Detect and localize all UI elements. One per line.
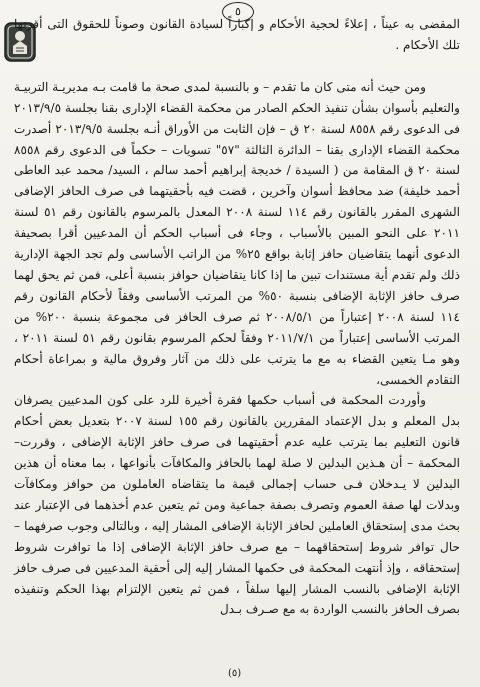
document-body bbox=[14, 14, 460, 620]
paragraph-3: وأوردت المحكمة فى أسباب حكمها فقرة أخيرة للرد على كون المدعيين يصرفان بدل المعلم و بدل الإعتماد المقررين بالقانون رقم ١٥٥ لسنة ٢٠٠٧ بتعديل بعض أحكام قانون التعليم بما يترتب عليه عدم أحقيتهما فى صرف حافز الإثابة الإضافى ، وقررت– المحكمة – أن هـذين البدلين لا صلة لهما بالحافز والمكافآت بأنواعها ، بما معناه أن هذين البدلين لا يـدخلان فـى حساب إجمالى قيمة ما يتقاضاه العاملون من حوافز ومكافآت وبدلات لها صفة العموم وتصرف بصفة جماعية ومن ثم يتعين عدم أخذهما فى الإعتبار عند بحث مدى إستحقاق العاملين لحافز الإثابة الإضافى المشار إليه ، وبالتالى وجوب صرفهما – حال توافر شروط إستحقاقهما – مع صرف حافز الإثابة الإضافى إذا ما توافرت شروط إستحقاقه ، وإذ أنتهت المحكمة فى حكمها المشار إليه إلى أحقية المدعيين فى صرف حافز الإثابة الإضافى بالنسب المشار إليها سلفاً ، فمن ثم يتعين الإلتزام بهذا الحكم وتنفيذه بصرف الحافز بالنسب الواردة به مع صـرف بـدل bbox=[14, 393, 460, 617]
paragraph-1: المقضى به عيناً ، إعلاءً لحجية الأحكام و إكباراً لسيادة القانون وصوناً للحقوق التى أقرتها تلك الأحكام . bbox=[14, 17, 460, 52]
page-number-footer: (٥) bbox=[228, 668, 242, 679]
page-number-circled: ٥ bbox=[222, 2, 254, 22]
paragraph-2: ومن حيث أنه متى كان ما تقدم – و بالنسبة لمدى صحة ما قامت بـه مديريـة التربيـة والتعليم بأسوان بشأن تنفيذ الحكم الصادر من محكمة القضاء الإدارى بقنا بجلسة ٢٠١٣/٩/٥ فى الدعوى رقم ٨٥٥٨ لسنة ٢٠ ق – فإن الثابت من الأوراق أنـه بجلسة ٢٠١٣/٩/٥ أصدرت محكمة القضاء الإدارى بقنا – الدائرة الثالثة "٥٧" تسويات – حكماً فى الدعوى رقم ٨٥٥٨ لسنة ٢٠ ق المقامة من ( السيدة / خديجة إبراهيم أحمد سالم ، السيد/ محمد عبد العاطى أحمد خليفة) ضد محافظ أسوان وآخرين ، قضت فيه بأحقيتهما فى صرف الحافز الإضافى الشهرى المقرر بالقانون رقم ١١٤ لسنة ٢٠٠٨ المعدل بالمرسوم بالقانون رقم ٥١ لسنة ٢٠١١ على النحو المبين بالأسباب ، وجاء فى أسباب الحكم أن المدعيين أقرا بصحيفة الدعوى أنهما يتقاضيان حافز إثابة بواقع ٢٥% من الراتب الأساسى ولم تجد الجهة الإدارية ذلك ولم تقدم أية مستندات تبين ما إذا كانا يتقاضيان حوافز بنسبة أعلى، فمن ثم يحق لهما صرف حافز الإثابة الإضافى بنسبة ٥٠% من المرتب الأساسى وفقاً لأحكام القانون رقم ١١٤ لسنة ٢٠٠٨ إعتباراً من ٢٠٠٨/٥/١ ثم صرف الحافز فى مجموعة بنسبة ٢٠٠% من المرتب الأساسى إعتباراً من ٢٠١١/٧/١ وفقاً لحكم المرسوم بقانون رقم ٥١ لسنة ٢٠١١ ، وهو مـا يتعين القضاء به مع ما يترتب على ذلك من آثار وفروق مالية و بمراعاة أحكام التقادم الخمسى، bbox=[14, 79, 461, 387]
